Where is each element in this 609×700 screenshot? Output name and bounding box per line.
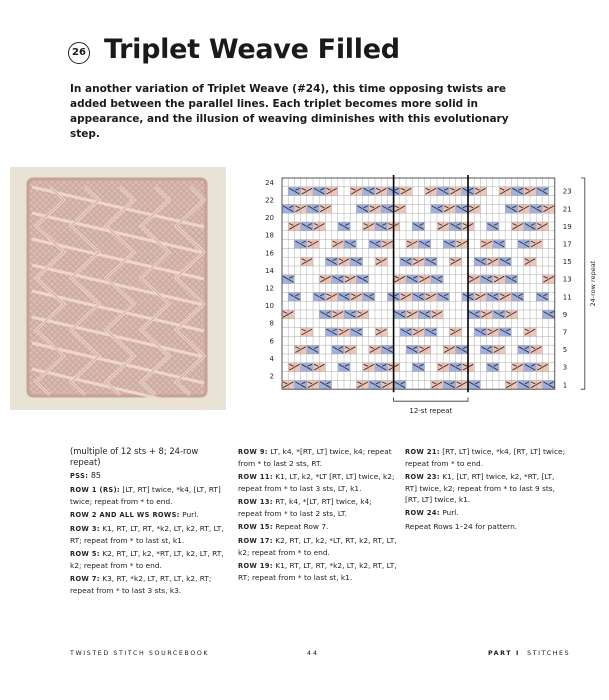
- row-23-label: ROW 23:: [405, 473, 440, 481]
- chart-row-number-left: 10: [265, 302, 274, 311]
- chart-row-number-left: 22: [265, 196, 274, 205]
- row-1-label: ROW 1 (RS):: [70, 486, 121, 494]
- chart-row-number-left: 12: [265, 284, 274, 293]
- row-11-text: K1, LT, k2, *LT [RT, LT] twice, k2; repeat from * to last 3 sts, LT, k1.: [238, 472, 395, 493]
- chart-row-number-left: 4: [269, 354, 274, 363]
- chart-row-number-left: 16: [265, 249, 274, 258]
- chart-row-number-left: 24: [265, 178, 274, 187]
- chart-row-number-right: 9: [562, 310, 568, 319]
- multiple-note: (multiple of 12 sts + 8; 24-row repeat): [70, 446, 199, 467]
- row-2-label: ROW 2 AND ALL WS ROWS:: [70, 511, 180, 519]
- chart-row-number-right: 23: [562, 187, 572, 196]
- row-24-text: Purl.: [442, 508, 459, 517]
- row-5-label: ROW 5:: [70, 550, 100, 558]
- row-7-text: K3, RT, *k2, LT, RT, LT, k2, RT; repeat from * to last 3 sts, k3.: [70, 574, 212, 595]
- instructions-column-2: [238, 446, 398, 585]
- chart-repeat-height-label: 24-row repeat: [588, 260, 597, 307]
- chart-row-number-left: 14: [265, 266, 274, 275]
- repeat-rows-note: Repeat Rows 1–24 for pattern.: [405, 522, 518, 531]
- pattern-number-badge: 26: [68, 42, 90, 64]
- page-title: Triplet Weave Filled: [104, 34, 400, 65]
- row-24-label: ROW 24:: [405, 509, 440, 517]
- row-13-label: ROW 13:: [238, 498, 273, 506]
- row-9-text: LT, k4, *[RT, LT] twice, k4; repeat from * to last 2 sts, RT.: [238, 447, 392, 468]
- row-3-label: ROW 3:: [70, 525, 100, 533]
- chart-repeat-bracket-bottom: [394, 397, 468, 401]
- row-15-text: Repeat Row 7.: [275, 522, 329, 531]
- chart-row-number-right: 17: [562, 240, 572, 249]
- row-15-label: ROW 15:: [238, 523, 273, 531]
- chart-row-number-right: 5: [562, 346, 568, 355]
- row-13-text: RT, k4, *[LT, RT] twice, k4; repeat from * to last 2 sts, LT.: [238, 497, 372, 518]
- chart-repeat-bracket-right: [581, 178, 585, 389]
- row-17-text: K2, RT, LT, k2, *LT, RT, k2, RT, LT, k2; repeat from * to end.: [238, 536, 397, 557]
- footer-book-title: TWISTED STITCH SOURCEBOOK: [70, 650, 210, 657]
- chart-row-number-left: 20: [265, 214, 274, 223]
- instructions-column-1: [70, 446, 230, 598]
- chart-repeat-width-label: 12-st repeat: [409, 407, 453, 416]
- pss-label: PSS:: [70, 472, 89, 480]
- chart-row-number-right: 3: [562, 363, 568, 372]
- intro-paragraph: In another variation of Triplet Weave (#24), this time opposing twists are added between the parallel lines. Each triplet becomes more solid in appearance, and the illusion of weaving diminishes with this evolutionary step.: [70, 83, 509, 140]
- row-2-text: Purl.: [182, 510, 199, 519]
- row-5-text: K2, RT, LT, k2, *RT, LT, k2, LT, RT, k2; repeat from * to end.: [70, 549, 224, 570]
- row-23-text: K1, [LT, RT] twice, k2, *RT, [LT, RT] twice, k2; repeat from * to last 9 sts, [RT, LT] twice, k1.: [405, 472, 555, 504]
- row-21-text: [RT, LT] twice, *k4, [RT, LT] twice; repeat from * to end.: [405, 447, 566, 468]
- row-19-text: K1, RT, LT, RT, *k2, LT, k2, RT, LT, RT; repeat from * to last st, k1.: [238, 561, 397, 582]
- row-11-label: ROW 11:: [238, 473, 273, 481]
- chart-row-number-right: 21: [562, 205, 572, 214]
- row-21-label: ROW 21:: [405, 448, 440, 456]
- chart-row-number-left: 6: [269, 337, 274, 346]
- chart-row-number-right: 19: [562, 222, 572, 231]
- row-19-label: ROW 19:: [238, 562, 273, 570]
- row-1-text: [LT, RT] twice, *k4, [LT, RT] twice; repeat from * to end.: [70, 485, 221, 506]
- row-3-text: K1, RT, LT, RT, *k2, LT, k2, RT, LT, RT; repeat from * to last st, k1.: [70, 524, 224, 545]
- chart-row-number-left: 2: [269, 372, 274, 381]
- stitch-chart: [236, 166, 597, 431]
- chart-row-number-right: 13: [562, 275, 572, 284]
- row-17-label: ROW 17:: [238, 537, 273, 545]
- pss-value: 85: [90, 471, 102, 480]
- chart-row-number-right: 7: [562, 328, 568, 337]
- instructions-column-3: [405, 446, 567, 534]
- chart-row-number-left: 8: [269, 319, 274, 328]
- footer-part: PART I: [488, 650, 520, 657]
- row-7-label: ROW 7:: [70, 575, 100, 583]
- chart-row-number-left: 18: [265, 231, 274, 240]
- page-number: 44: [307, 650, 320, 657]
- chart-row-number-right: 11: [562, 293, 572, 302]
- chart-row-number-right: 15: [562, 258, 572, 267]
- row-9-label: ROW 9:: [238, 448, 268, 456]
- knit-swatch-photo: [10, 167, 226, 410]
- footer-section-label: STITCHES: [527, 650, 571, 657]
- footer-section: [488, 650, 570, 657]
- chart-row-number-right: 1: [562, 381, 568, 390]
